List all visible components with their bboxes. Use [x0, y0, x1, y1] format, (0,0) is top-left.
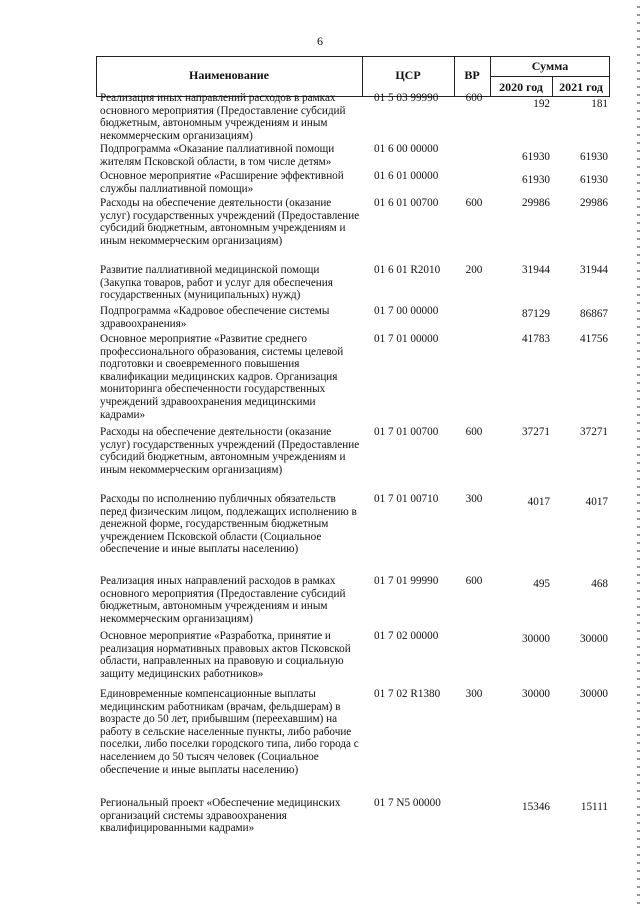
row-vr: 600: [465, 92, 483, 104]
row-code: 01 7 N5 00000: [374, 797, 441, 809]
row-name: Реализация иных направлений расходов в рамках основного мероприятия (Предоставление субсидий бюджетным, автономным учреждениям и иным некоммерческим организациям): [100, 92, 346, 142]
row-sum-2021: 86867: [580, 308, 608, 320]
row-name: Расходы на обеспечение деятельности (оказание услуг) государственных учреждений (Предоставление субсидий бюджетным, автономным учреждениям и иным некоммерческим организациям): [100, 197, 360, 247]
row-code: 01 6 01 00700: [374, 197, 439, 209]
header-name: Наименование: [189, 68, 269, 82]
row-vr: 600: [465, 575, 483, 587]
row-sum-2021: 181: [591, 98, 608, 110]
row-name: Расходы на обеспечение деятельности (оказание услуг) государственных учреждений (Предоставление субсидий бюджетным, автономным учреждениям и иным некоммерческим организациям): [100, 426, 360, 476]
header-year-2020: 2020 год: [499, 80, 543, 94]
row-sum-2020: 29986: [522, 197, 550, 209]
header-vr: ВР: [464, 68, 480, 82]
header-sum: Сумма: [531, 59, 569, 73]
row-code: 01 5 03 99990: [374, 92, 439, 104]
row-code: 01 7 01 00000: [374, 333, 439, 345]
row-name: Региональный проект «Обеспечение медицинских организаций системы здравоохранения квалифицированными кадрами»: [100, 797, 341, 835]
row-sum-2021: 468: [591, 578, 608, 590]
row-sum-2020: 30000: [522, 633, 550, 645]
row-sum-2021: 29986: [580, 197, 608, 209]
row-sum-2020: 87129: [522, 308, 550, 320]
page-number: 6: [317, 34, 323, 48]
header-code: ЦСР: [395, 68, 421, 82]
row-name: Развитие паллиативной медицинской помощи (Закупка товаров, работ и услуг для обеспечения государственных (муниципальных) нужд): [100, 264, 333, 302]
row-sum-2021: 41756: [580, 333, 608, 345]
row-sum-2020: 192: [533, 98, 550, 110]
row-sum-2021: 61930: [580, 151, 608, 163]
row-name: Подпрограмма «Оказание паллиативной помощи жителям Псковской области, в том числе детям»: [100, 143, 335, 168]
row-sum-2020: 4017: [527, 496, 550, 508]
row-sum-2021: 4017: [585, 496, 608, 508]
row-sum-2020: 495: [533, 578, 550, 590]
row-code: 01 6 01 R2010: [374, 264, 441, 276]
row-name: Основное мероприятие «Развитие среднего профессионального образования, системы целевой подготовки и своевременного повышения квалификации медицинских кадров. Организация мониторинга обеспеченности государственных учреждений здравоохранения медицинскими кадрами»: [100, 333, 344, 421]
table-header: [96, 56, 610, 96]
header-top-border: [96, 56, 610, 57]
row-sum-2020: 15346: [522, 801, 550, 813]
header-year-2021: 2021 год: [559, 80, 603, 94]
row-name: Реализация иных направлений расходов в рамках основного мероприятия (Предоставление субсидий бюджетным, автономным учреждениям и иным некоммерческим организациям): [100, 575, 346, 625]
row-vr: 300: [465, 493, 483, 505]
row-code: 01 7 02 00000: [374, 630, 439, 642]
row-sum-2020: 30000: [522, 688, 550, 700]
row-sum-2020: 37271: [522, 426, 550, 438]
row-code: 01 7 01 99990: [374, 575, 439, 587]
row-vr: 600: [465, 426, 483, 438]
row-code: 01 6 01 00000: [374, 170, 439, 182]
row-code: 01 6 00 00000: [374, 143, 439, 155]
row-name: Подпрограмма «Кадровое обеспечение системы здравоохранения»: [100, 305, 330, 330]
row-sum-2021: 15111: [580, 801, 608, 813]
row-sum-2021: 31944: [580, 264, 608, 276]
row-sum-2020: 41783: [522, 333, 550, 345]
row-vr: 600: [465, 197, 483, 209]
row-code: 01 7 00 00000: [374, 305, 439, 317]
row-sum-2020: 31944: [522, 264, 550, 276]
row-vr: 200: [465, 264, 483, 276]
header-sum-divider: [490, 76, 610, 77]
row-code: 01 7 01 00700: [374, 426, 439, 438]
row-code: 01 7 02 R1380: [374, 688, 441, 700]
row-sum-2021: 61930: [580, 174, 608, 186]
row-sum-2021: 30000: [580, 633, 608, 645]
row-name: Единовременные компенсационные выплаты медицинским работникам (врачам, фельдшерам) в возрасте до 50 лет, прибывшим (переехавшим) на работу в сельские населенные пункты, либо рабочие поселки, либо поселки городского типа, либо города с населением до 50 тысяч человек (Социальное обеспечение и иные выплаты населению): [100, 688, 359, 776]
row-name: Основное мероприятие «Расширение эффективной службы паллиативной помощи»: [100, 170, 344, 195]
row-sum-2021: 30000: [580, 688, 608, 700]
row-name: Основное мероприятие «Разработка, принятие и реализация нормативных правовых актов Псковской области, направленных на правовую и социальную защиту медицинских работников»: [100, 630, 351, 680]
row-name: Расходы по исполнению публичных обязательств перед физическим лицом, подлежащих исполнению в денежной форме, государственным бюджетным учреждением Псковской области (Социальное обеспечение и иные выплаты населению): [100, 493, 357, 556]
row-sum-2020: 61930: [522, 174, 550, 186]
row-vr: 300: [465, 688, 483, 700]
row-code: 01 7 01 00710: [374, 493, 439, 505]
row-sum-2020: 61930: [522, 151, 550, 163]
row-sum-2021: 37271: [580, 426, 608, 438]
